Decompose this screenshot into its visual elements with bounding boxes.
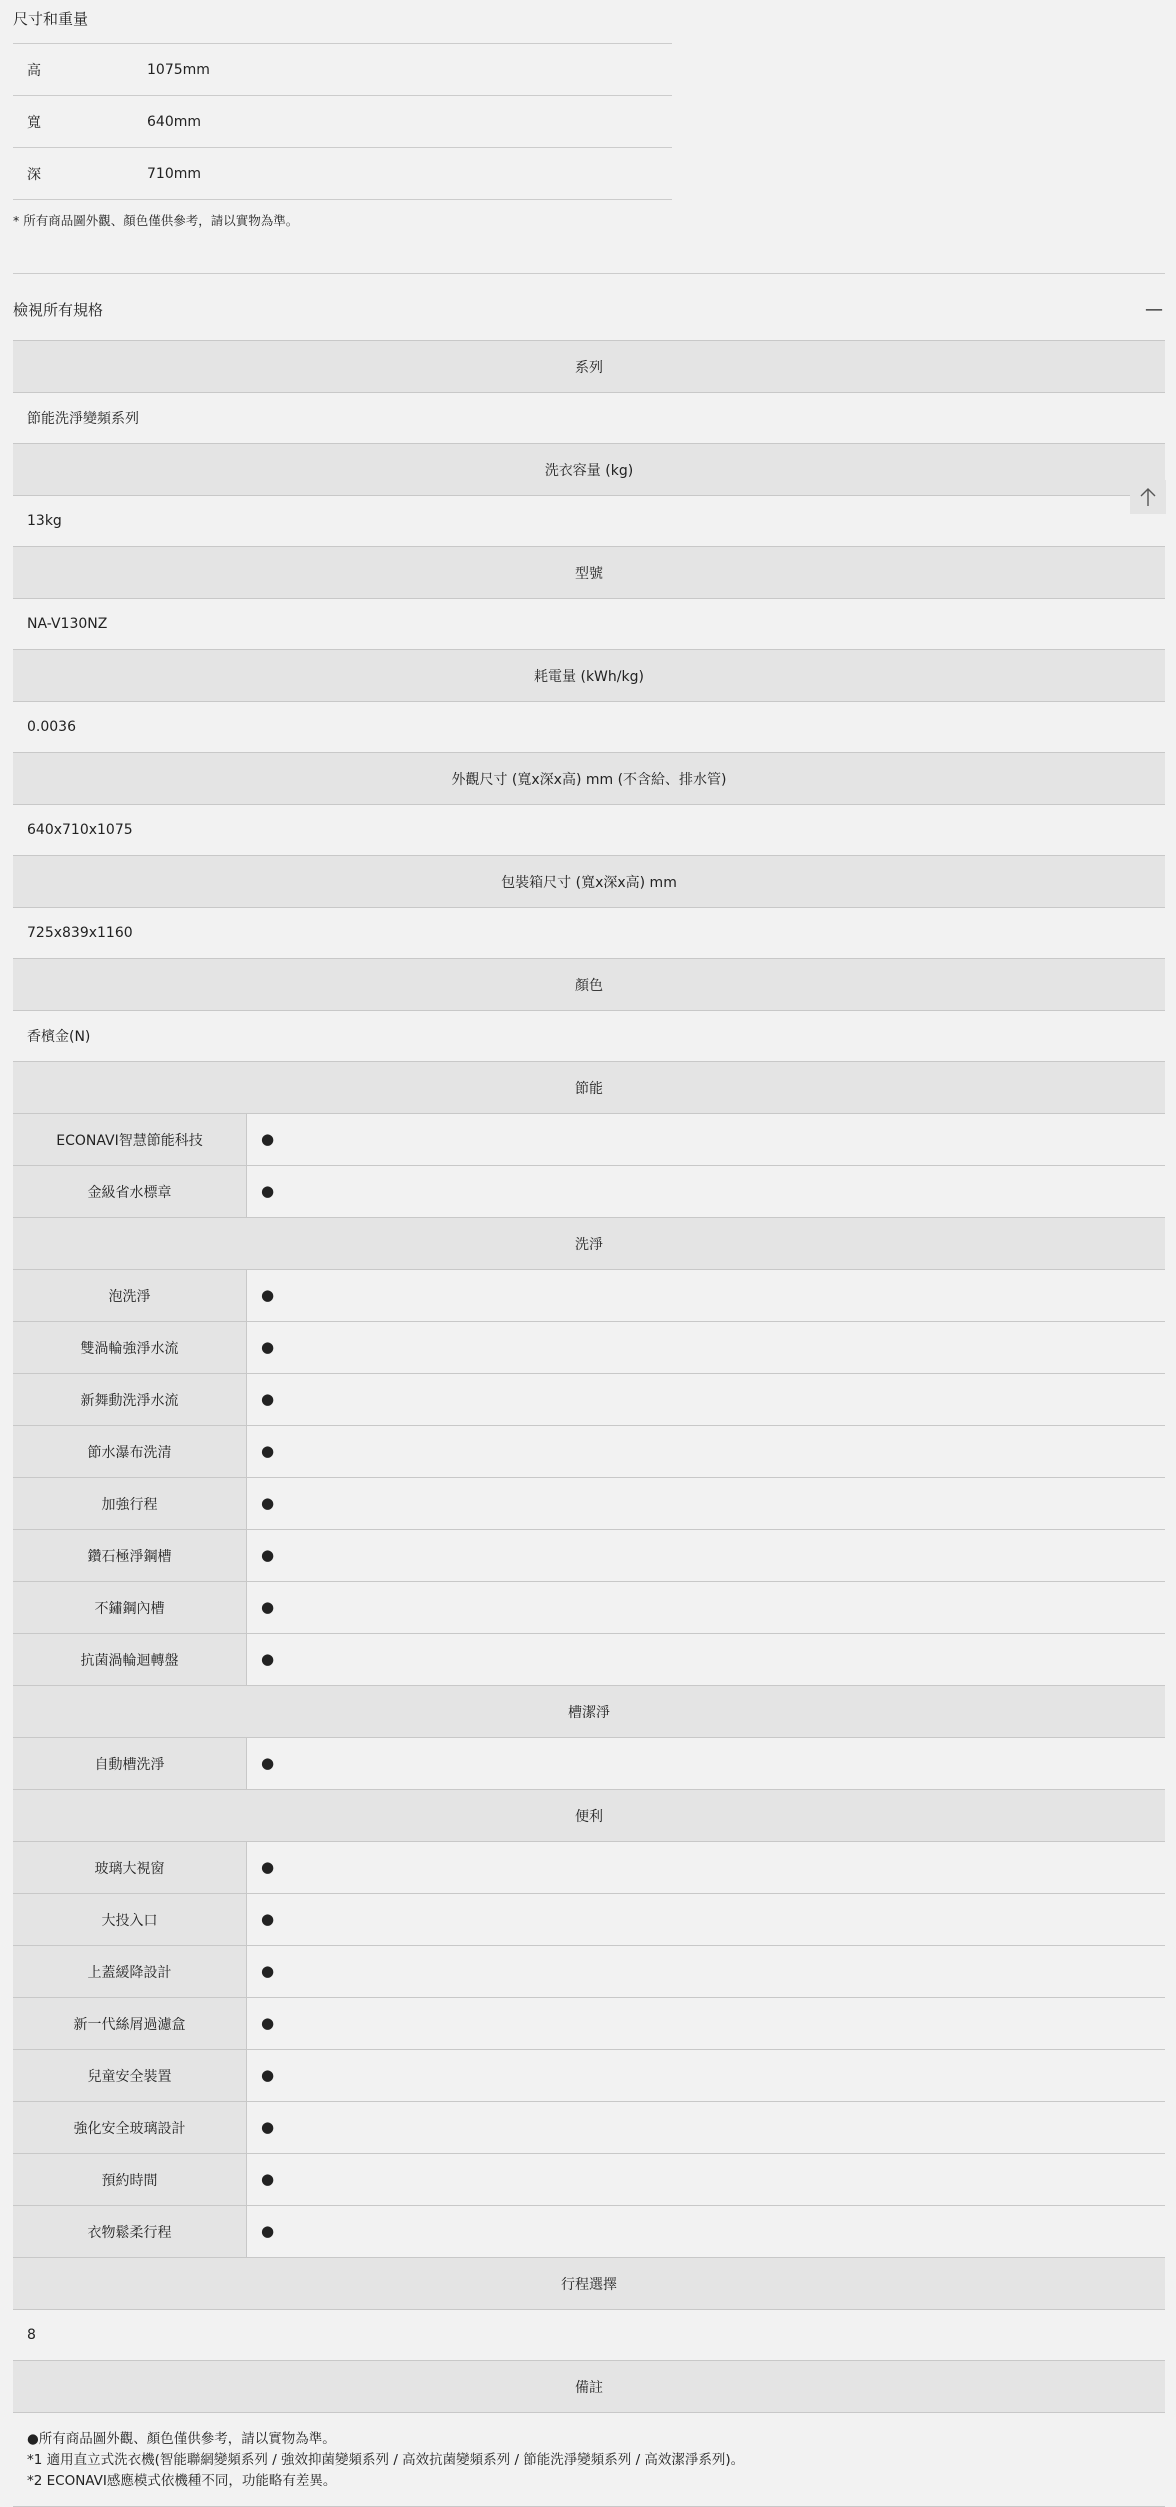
dimension-label: 高 xyxy=(27,62,41,79)
feature-row xyxy=(13,1893,1165,1945)
spec-value: NA-V130NZ xyxy=(13,598,1165,649)
dimensions-title: 尺寸和重量 xyxy=(13,10,89,28)
divider xyxy=(13,273,1165,274)
feature-value-cell xyxy=(247,1270,1165,1321)
feature-row xyxy=(13,1477,1165,1529)
feature-value-cell xyxy=(247,1426,1165,1477)
view-all-specs-toggle[interactable] xyxy=(13,297,1165,321)
feature-label: 抗菌渦輪迴轉盤 xyxy=(13,1634,247,1685)
feature-row xyxy=(13,1581,1165,1633)
filled-dot-icon: ● xyxy=(261,2066,275,2084)
feature-row xyxy=(13,1841,1165,1893)
feature-label: 上蓋緩降設計 xyxy=(13,1946,247,1997)
feature-value-cell xyxy=(247,1478,1165,1529)
feature-row xyxy=(13,2101,1165,2153)
feature-label: 強化安全玻璃設計 xyxy=(13,2102,247,2153)
feature-value-cell xyxy=(247,1530,1165,1581)
filled-dot-icon: ● xyxy=(261,2222,275,2240)
feature-value-cell xyxy=(247,1582,1165,1633)
feature-row xyxy=(13,1529,1165,1581)
filled-dot-icon: ● xyxy=(261,1962,275,1980)
feature-value-cell xyxy=(247,2102,1165,2153)
filled-dot-icon: ● xyxy=(261,1442,275,1460)
feature-row xyxy=(13,1165,1165,1217)
specs-table xyxy=(13,340,1165,2507)
dimension-value: 710mm xyxy=(147,165,201,182)
remark-line: *1 適用直立式洗衣機(智能聯網變頻系列 / 強效抑菌變頻系列 / 高效抗菌變頻系列 / 節能洗淨變頻系列 / 高效潔淨系列)。 xyxy=(27,2452,745,2468)
feature-value-cell xyxy=(247,2154,1165,2205)
collapse-icon[interactable]: — xyxy=(1145,298,1163,320)
spec-value: 725x839x1160 xyxy=(13,907,1165,958)
filled-dot-icon: ● xyxy=(261,1130,275,1148)
spec-section-header: 耗電量 (kWh/kg) xyxy=(13,649,1165,701)
filled-dot-icon: ● xyxy=(261,2118,275,2136)
spec-section-header: 顏色 xyxy=(13,958,1165,1010)
feature-row xyxy=(13,1373,1165,1425)
feature-row xyxy=(13,1945,1165,1997)
spec-value: 640x710x1075 xyxy=(13,804,1165,855)
spec-value: 8 xyxy=(13,2309,1165,2360)
spec-section-header: 包裝箱尺寸 (寬x深x高) mm xyxy=(13,855,1165,907)
back-to-top-button[interactable] xyxy=(1130,480,1166,514)
feature-value-cell xyxy=(247,1374,1165,1425)
feature-value-cell xyxy=(247,1114,1165,1165)
dimension-row-depth xyxy=(13,148,672,200)
view-all-specs-label: 檢視所有規格 xyxy=(13,300,104,319)
feature-value-cell xyxy=(247,2206,1165,2257)
filled-dot-icon: ● xyxy=(261,2170,275,2188)
spec-section-header: 型號 xyxy=(13,546,1165,598)
feature-label: 泡洗淨 xyxy=(13,1270,247,1321)
feature-row xyxy=(13,2205,1165,2257)
remark-line: ●所有商品圖外觀、顏色僅供參考，請以實物為準。 xyxy=(27,2431,336,2447)
feature-value-cell xyxy=(247,2050,1165,2101)
spec-section-header: 系列 xyxy=(13,340,1165,392)
dimension-row-height xyxy=(13,44,672,96)
feature-label: 雙渦輪強淨水流 xyxy=(13,1322,247,1373)
feature-label: 自動槽洗淨 xyxy=(13,1738,247,1789)
filled-dot-icon: ● xyxy=(261,1910,275,1928)
feature-value-cell xyxy=(247,1738,1165,1789)
dimension-label: 深 xyxy=(27,166,41,183)
spec-section-header: 節能 xyxy=(13,1061,1165,1113)
feature-label: 衣物鬆柔行程 xyxy=(13,2206,247,2257)
feature-row xyxy=(13,1737,1165,1789)
spec-value: 香檳金(N) xyxy=(13,1010,1165,1061)
feature-row xyxy=(13,1633,1165,1685)
filled-dot-icon: ● xyxy=(261,1286,275,1304)
spec-section-header: 槽潔淨 xyxy=(13,1685,1165,1737)
feature-label: 加強行程 xyxy=(13,1478,247,1529)
filled-dot-icon: ● xyxy=(261,1494,275,1512)
feature-row xyxy=(13,1425,1165,1477)
feature-value-cell xyxy=(247,1998,1165,2049)
feature-label: 鑽石極淨鋼槽 xyxy=(13,1530,247,1581)
feature-value-cell xyxy=(247,1634,1165,1685)
arrow-up-icon xyxy=(1139,487,1157,507)
remarks xyxy=(13,2412,1165,2507)
feature-value-cell xyxy=(247,1166,1165,1217)
spec-section-header: 備註 xyxy=(13,2360,1165,2412)
feature-row xyxy=(13,1997,1165,2049)
feature-value-cell xyxy=(247,1322,1165,1373)
spec-value: 13kg xyxy=(13,495,1165,546)
filled-dot-icon: ● xyxy=(261,1598,275,1616)
spec-value: 0.0036 xyxy=(13,701,1165,752)
dimension-value: 640mm xyxy=(147,113,201,130)
feature-row xyxy=(13,1321,1165,1373)
dimensions-note: * 所有商品圖外觀、顏色僅供參考，請以實物為準。 xyxy=(13,213,299,228)
filled-dot-icon: ● xyxy=(261,1754,275,1772)
feature-label: 新舞動洗淨水流 xyxy=(13,1374,247,1425)
filled-dot-icon: ● xyxy=(261,1650,275,1668)
filled-dot-icon: ● xyxy=(261,1390,275,1408)
feature-label: 大投入口 xyxy=(13,1894,247,1945)
feature-row xyxy=(13,1269,1165,1321)
feature-label: 節水瀑布洗清 xyxy=(13,1426,247,1477)
feature-label: 新一代絲屑過濾盒 xyxy=(13,1998,247,2049)
feature-label: 玻璃大視窗 xyxy=(13,1842,247,1893)
filled-dot-icon: ● xyxy=(261,1546,275,1564)
spec-section-header: 便利 xyxy=(13,1789,1165,1841)
dimensions-table xyxy=(13,43,672,200)
dimension-label: 寬 xyxy=(27,114,41,131)
spec-section-header: 洗淨 xyxy=(13,1217,1165,1269)
feature-value-cell xyxy=(247,1946,1165,1997)
dimension-row-width xyxy=(13,96,672,148)
feature-label: 兒童安全裝置 xyxy=(13,2050,247,2101)
feature-row xyxy=(13,1113,1165,1165)
spec-section-header: 洗衣容量 (kg) xyxy=(13,443,1165,495)
feature-value-cell xyxy=(247,1842,1165,1893)
dimension-value: 1075mm xyxy=(147,61,210,78)
spec-section-header: 外觀尺寸 (寬x深x高) mm (不含給、排水管) xyxy=(13,752,1165,804)
feature-label: 預約時間 xyxy=(13,2154,247,2205)
feature-label: 不鏽鋼內槽 xyxy=(13,1582,247,1633)
feature-row xyxy=(13,2049,1165,2101)
feature-row xyxy=(13,2153,1165,2205)
filled-dot-icon: ● xyxy=(261,2014,275,2032)
filled-dot-icon: ● xyxy=(261,1858,275,1876)
feature-label: 金級省水標章 xyxy=(13,1166,247,1217)
spec-section-header: 行程選擇 xyxy=(13,2257,1165,2309)
feature-value-cell xyxy=(247,1894,1165,1945)
spec-value: 節能洗淨變頻系列 xyxy=(13,392,1165,443)
filled-dot-icon: ● xyxy=(261,1182,275,1200)
remark-line: *2 ECONAVI感應模式依機種不同，功能略有差異。 xyxy=(27,2473,337,2489)
feature-label: ECONAVI智慧節能科技 xyxy=(13,1114,247,1165)
filled-dot-icon: ● xyxy=(261,1338,275,1356)
